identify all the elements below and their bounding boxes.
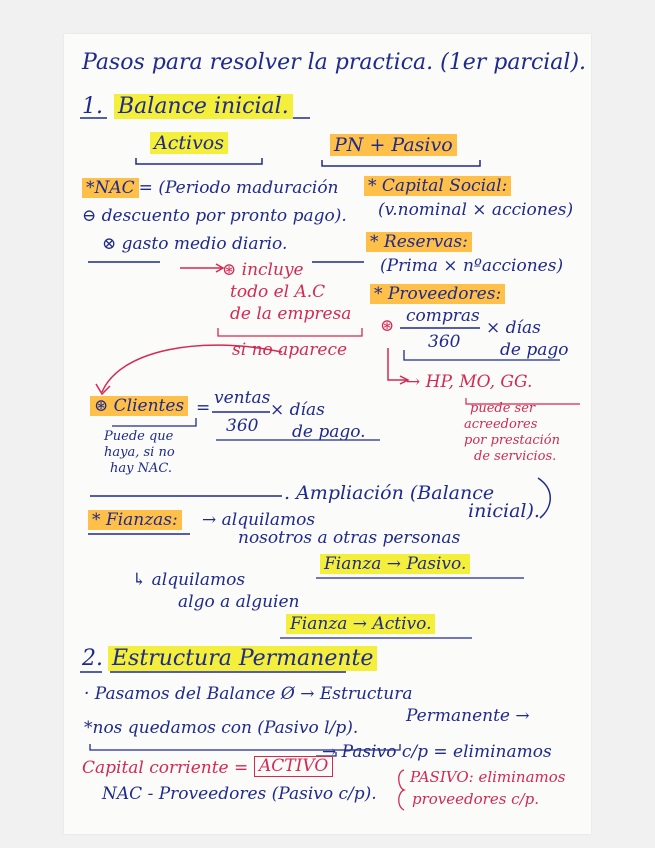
hp-line: → HP, MO, GG. bbox=[406, 372, 533, 392]
fianzas-result1 bbox=[320, 556, 470, 573]
hp-note-2: acreedores bbox=[464, 417, 538, 432]
clientes-label bbox=[90, 398, 188, 415]
include-note-line4: si no aparece bbox=[232, 340, 348, 360]
fianzas-result1-text: Fianza → Pasivo. bbox=[320, 554, 470, 574]
section2-number: 2. bbox=[82, 646, 103, 671]
clientes-numerator: ventas bbox=[214, 388, 271, 408]
proveedores-label-text: * Proveedores: bbox=[370, 284, 505, 304]
col-right-header-text: PN + Pasivo bbox=[330, 134, 457, 156]
section2-title-text: Estructura Permanente bbox=[108, 646, 377, 671]
proveedores-label bbox=[370, 286, 505, 303]
nac-line3: ⊗ gasto medio diario. bbox=[102, 234, 288, 254]
proveedores-mult1: × días bbox=[486, 318, 541, 338]
hp-note-4: de servicios. bbox=[474, 449, 557, 464]
clientes-eq: = bbox=[196, 398, 211, 418]
section1-title bbox=[114, 96, 293, 118]
fianzas-result2 bbox=[286, 616, 435, 633]
fianzas-result2-text: Fianza → Activo. bbox=[286, 614, 435, 634]
nac-line2: ⊖ descuento por pronto pago). bbox=[82, 206, 347, 226]
col-left-header bbox=[150, 134, 228, 153]
nac-proveedores-line: NAC - Proveedores (Pasivo c/p). bbox=[102, 784, 377, 804]
capital-corriente-label: Capital corriente = bbox=[82, 758, 249, 778]
reservas-detail: (Prima × nºacciones) bbox=[380, 256, 564, 276]
include-note-line3: de la empresa bbox=[230, 304, 352, 324]
capital-social-detail: (v.nominal × acciones) bbox=[378, 200, 574, 220]
clientes-denominator: 360 bbox=[226, 416, 259, 436]
reservas-label-text: * Reservas: bbox=[366, 232, 472, 252]
col-right-header bbox=[330, 136, 457, 155]
capital-social-label bbox=[364, 178, 511, 195]
section1-title-text: Balance inicial. bbox=[114, 94, 293, 119]
ampliacion-line1: . Ampliación (Balance bbox=[284, 482, 495, 504]
section1-number: 1. bbox=[82, 94, 103, 119]
section2-line2: *nos quedamos con (Pasivo l/p). bbox=[84, 718, 359, 738]
nac-formula-text: = (Periodo maduración bbox=[138, 178, 339, 198]
clientes-mult2: de pago. bbox=[292, 422, 366, 442]
fianzas-line3: ↳ alquilamos bbox=[132, 570, 246, 590]
fianzas-line2: nosotros a otras personas bbox=[238, 528, 461, 548]
clientes-mult1: × días bbox=[270, 400, 325, 420]
fianzas-label bbox=[88, 512, 182, 529]
clientes-note-3: hay NAC. bbox=[110, 461, 172, 476]
section2-line1b: Permanente → bbox=[406, 706, 530, 726]
reservas-label bbox=[366, 234, 472, 251]
clientes-note-1: Puede que bbox=[104, 429, 174, 444]
ampliacion-line2: inicial). bbox=[468, 500, 540, 522]
page-title: Pasos para resolver la practica. (1er parcial). bbox=[82, 50, 587, 75]
clientes-label-text: ⊛ Clientes bbox=[90, 396, 188, 416]
hp-note-3: por prestación bbox=[464, 433, 561, 448]
nac-formula bbox=[82, 180, 339, 197]
fianzas-label-text: * Fianzas: bbox=[88, 510, 182, 530]
capital-social-label-text: * Capital Social: bbox=[364, 176, 511, 196]
proveedores-denominator: 360 bbox=[428, 332, 461, 352]
section2-line1: · Pasamos del Balance Ø → Estructura bbox=[84, 684, 413, 704]
col-left-header-text: Activos bbox=[150, 132, 228, 154]
nac-label: *NAC bbox=[82, 178, 139, 198]
hp-note-1: puede ser bbox=[470, 401, 536, 416]
pasivo-note1: PASIVO: eliminamos bbox=[410, 768, 566, 786]
activo-box: ACTIVO bbox=[254, 756, 333, 777]
proveedores-numerator: compras bbox=[406, 306, 480, 326]
proveedores-marker: ⊛ bbox=[380, 316, 395, 336]
clientes-note-2: haya, si no bbox=[104, 445, 175, 460]
fianzas-line4: algo a alguien bbox=[178, 592, 300, 612]
section2-title bbox=[108, 648, 377, 670]
include-note-line1: ⊛ incluye bbox=[222, 260, 304, 280]
pasivo-note2: proveedores c/p. bbox=[412, 790, 540, 808]
fianzas-line1: → alquilamos bbox=[202, 510, 316, 530]
pasivo-cp-line: → Pasivo c/p = eliminamos bbox=[322, 742, 552, 762]
proveedores-mult2: de pago bbox=[500, 340, 569, 360]
include-note-line2: todo el A.C bbox=[230, 282, 326, 302]
